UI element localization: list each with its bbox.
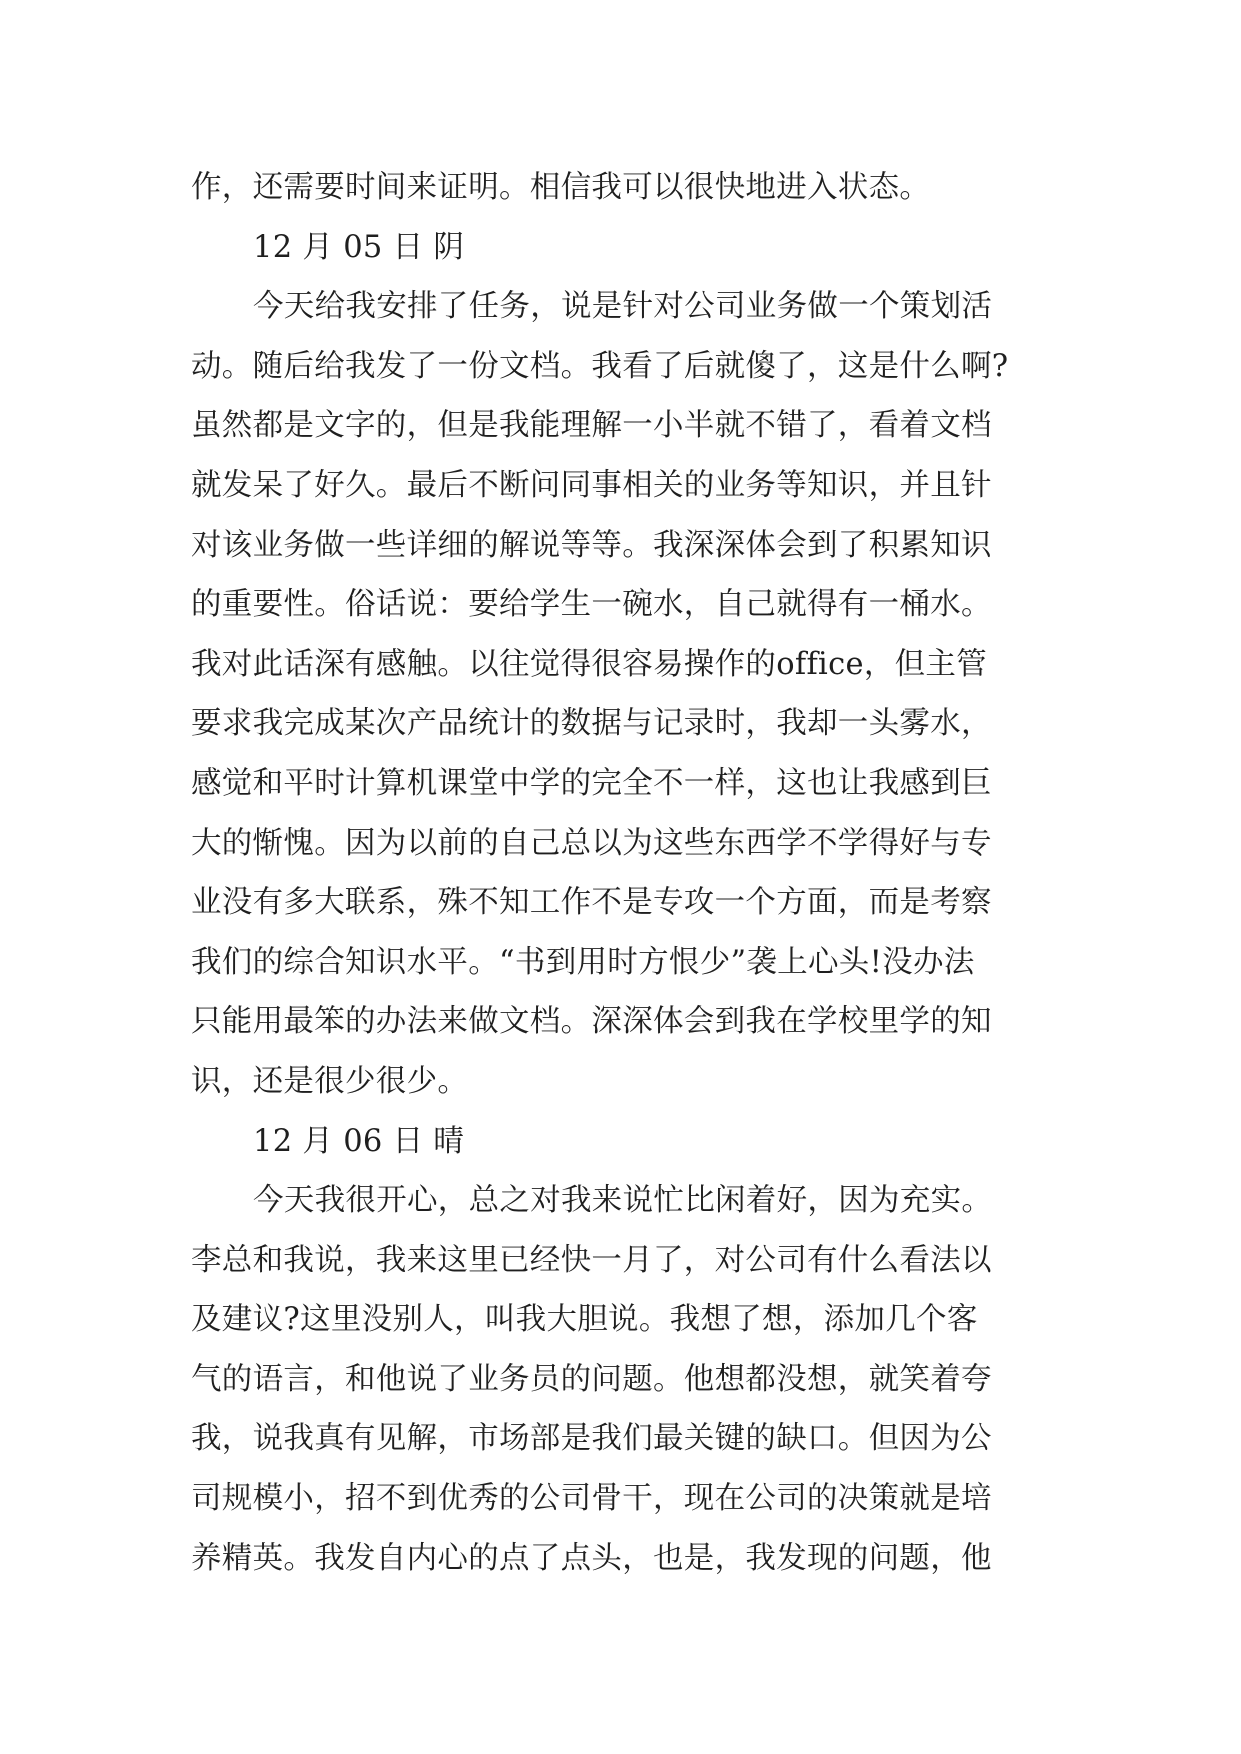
text-line: 就发呆了好久。最后不断问同事相关的业务等知识，并且针 (191, 467, 992, 503)
paragraph-first-line: 今天给我安排了任务，说是针对公司业务做一个策划活 (253, 289, 993, 325)
text-line: 作，还需要时间来证明。相信我可以很快地进入状态。 (191, 170, 931, 205)
text-line: 我们的综合知识水平。“书到用时方恨少”袭上心头!没办法 (191, 944, 975, 980)
text-line: 及建议?这里没别人，叫我大胆说。我想了想，添加几个客 (191, 1302, 978, 1338)
text-line: 养精英。我发自内心的点了点头，也是，我发现的问题，他 (191, 1540, 992, 1576)
text-line: 气的语言，和他说了业务员的问题。他想都没想，就笑着夸 (191, 1361, 992, 1397)
text-line: 识，还是很少很少。 (191, 1063, 469, 1099)
diary-text (191, 158, 1061, 1588)
text-line: 我，说我真有见解，市场部是我们最关键的缺口。但因为公 (191, 1421, 992, 1457)
text-line: 虽然都是文字的，但是我能理解一小半就不错了，看着文档 (191, 408, 992, 444)
diary-date-heading: 12 月 06 日 晴 (253, 1123, 465, 1159)
text-line: 要求我完成某次产品统计的数据与记录时，我却一头雾水， (191, 706, 992, 742)
text-line: 李总和我说，我来这里已经快一月了，对公司有什么看法以 (191, 1242, 992, 1278)
text-line: 感觉和平时计算机课堂中学的完全不一样，这也让我感到巨 (191, 765, 992, 801)
text-line: 业没有多大联系，殊不知工作不是专攻一个方面，而是考察 (191, 885, 992, 921)
text-line: 我对此话深有感触。以往觉得很容易操作的office，但主管 (191, 646, 988, 682)
text-line: 司规模小，招不到优秀的公司骨干，现在公司的决策就是培 (191, 1481, 992, 1517)
text-line: 对该业务做一些详细的解说等等。我深深体会到了积累知识 (191, 527, 992, 563)
diary-date-heading: 12 月 05 日 阴 (253, 229, 465, 265)
paragraph-first-line: 今天我很开心，总之对我来说忙比闲着好，因为充实。 (253, 1183, 993, 1219)
text-line: 动。随后给我发了一份文档。我看了后就傻了，这是什么啊? (191, 348, 1009, 384)
text-line: 的重要性。俗话说：要给学生一碗水，自己就得有一桶水。 (191, 587, 992, 623)
text-line: 大的惭愧。因为以前的自己总以为这些东西学不学得好与专 (191, 825, 992, 861)
text-line: 只能用最笨的办法来做文档。深深体会到我在学校里学的知 (191, 1004, 992, 1040)
